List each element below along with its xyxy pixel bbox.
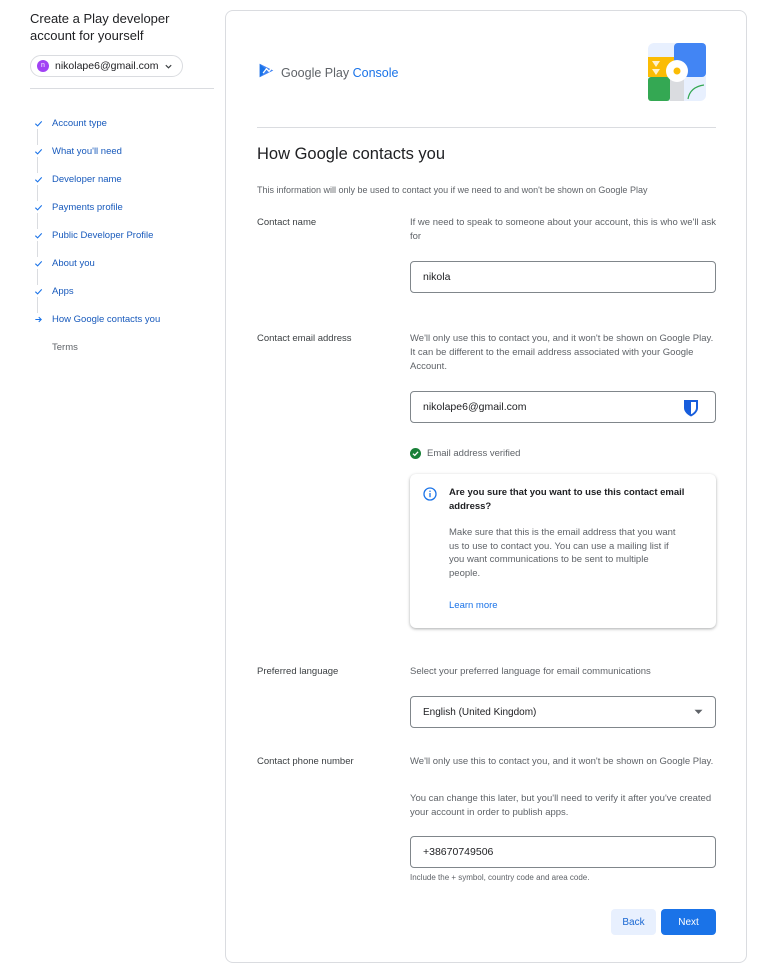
avatar: n: [37, 60, 49, 72]
account-email: nikolape6@gmail.com: [55, 60, 159, 72]
notice-body: Make sure that this is the email address that you want us to use to contact you. You can use a mailing list if you want communications to be sent to multiple people.: [449, 527, 676, 579]
language-description: Select your preferred language for email communications: [410, 666, 651, 677]
brand-logo: [258, 62, 398, 84]
step-label: Developer name: [52, 173, 122, 185]
step-label: Payments profile: [52, 201, 123, 213]
check-icon: [30, 287, 46, 296]
phone-field[interactable]: [410, 836, 716, 868]
bitwarden-shield-icon[interactable]: [683, 399, 699, 422]
phone-description-2: You can change this later, but you'll need to verify it after you've created your account in order to publish apps.: [410, 793, 712, 818]
brand-product: Console: [352, 66, 399, 80]
step-apps[interactable]: [30, 277, 214, 305]
check-circle-icon: [410, 448, 421, 459]
contact-name-field[interactable]: [410, 261, 716, 293]
language-label: Preferred language: [257, 666, 339, 677]
check-icon: [30, 231, 46, 240]
step-terms: [30, 333, 214, 361]
page-intro: This information will only be used to contact you if we need to and won't be shown on Google Play: [257, 185, 648, 195]
language-selected-value: English (United Kingdom): [423, 706, 537, 718]
contact-email-input[interactable]: [411, 392, 715, 422]
info-icon: [423, 487, 437, 506]
step-how-google-contacts-you[interactable]: [30, 305, 214, 333]
phone-description: We'll only use this to contact you, and it won't be shown on Google Play.: [410, 756, 714, 767]
contact-email-description: We'll only use this to contact you, and it won't be shown on Google Play. It can be different to the email address associated with your Google Account.: [410, 333, 714, 372]
header-divider: [257, 127, 716, 128]
contact-name-input[interactable]: [411, 262, 715, 292]
chevron-down-icon: [164, 62, 173, 71]
notice-title: Are you sure that you want to use this contact email address?: [449, 487, 685, 512]
sidebar-divider: [30, 88, 214, 89]
step-label: Public Developer Profile: [52, 229, 154, 241]
phone-label: Contact phone number: [257, 756, 354, 767]
back-button[interactable]: Back: [611, 909, 656, 935]
account-switcher[interactable]: [30, 55, 183, 77]
phone-input[interactable]: [411, 837, 715, 867]
check-icon: [30, 259, 46, 268]
email-verified-status: [410, 448, 520, 459]
phone-hint: Include the + symbol, country code and area code.: [410, 873, 590, 882]
step-label: What you'll need: [52, 145, 122, 157]
page-title: How Google contacts you: [257, 145, 446, 163]
contact-name-label: Contact name: [257, 217, 317, 228]
contact-email-field[interactable]: [410, 391, 716, 423]
step-label: About you: [52, 257, 95, 269]
brand-name: Google Play: [281, 66, 350, 80]
step-payments-profile[interactable]: [30, 193, 214, 221]
step-list: [30, 109, 214, 361]
check-icon: [30, 203, 46, 212]
step-account-type[interactable]: [30, 109, 214, 137]
form-card: [225, 10, 747, 963]
step-label: Terms: [52, 341, 78, 353]
email-confirmation-notice: [410, 474, 716, 628]
check-icon: [30, 119, 46, 128]
learn-more-link[interactable]: Learn more: [449, 600, 498, 611]
check-icon: [30, 175, 46, 184]
next-button[interactable]: Next: [661, 909, 716, 935]
check-icon: [30, 147, 46, 156]
step-label: How Google contacts you: [52, 313, 161, 325]
step-label: Account type: [52, 117, 107, 129]
step-about-you[interactable]: [30, 249, 214, 277]
step-public-developer-profile[interactable]: [30, 221, 214, 249]
step-what-youll-need[interactable]: [30, 137, 214, 165]
play-console-logo-icon: [258, 62, 275, 84]
sidebar-title: Create a Play developer account for yourself: [30, 11, 170, 43]
contact-name-description: If we need to speak to someone about your account, this is who we'll ask for: [410, 217, 716, 242]
language-select[interactable]: [410, 696, 716, 728]
dropdown-arrow-icon: [694, 707, 703, 718]
hero-illustration: [646, 41, 708, 108]
email-verified-text: Email address verified: [427, 448, 521, 459]
step-developer-name[interactable]: [30, 165, 214, 193]
step-label: Apps: [52, 285, 74, 297]
arrow-right-icon: [30, 315, 46, 324]
contact-email-label: Contact email address: [257, 333, 352, 344]
sidebar: [30, 10, 214, 353]
